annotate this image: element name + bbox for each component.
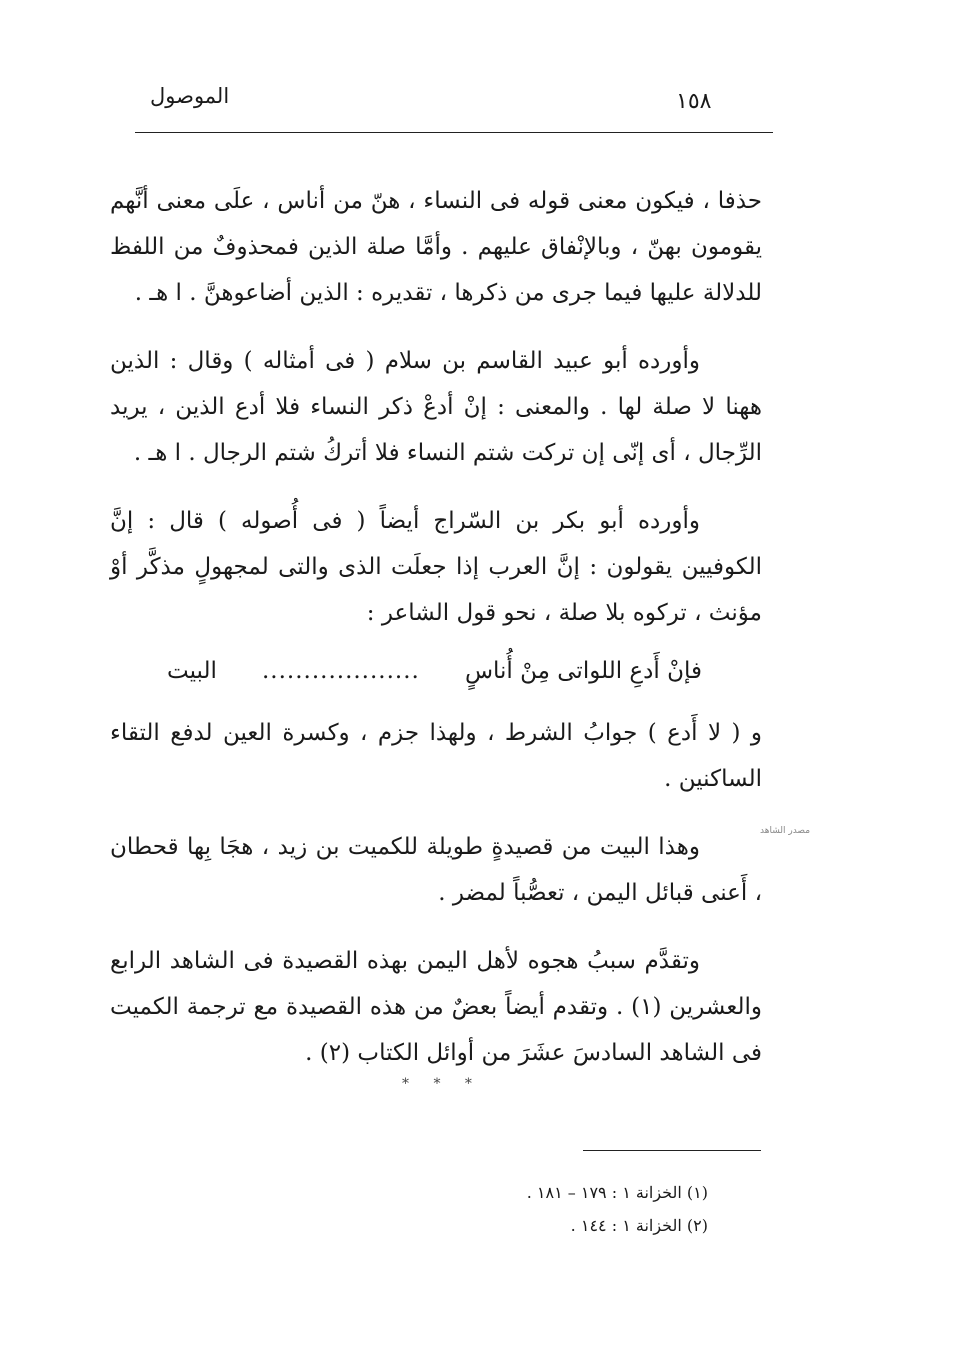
footnotes [420,1176,708,1242]
running-header-title: الموصول [150,84,230,108]
paragraph-1: حذفا ، فيكون معنى قوله فى النساء ، هنّ من أناس ، علَى معنى أنَّهم يقومون بهنّ ، وبالإنْفاق عليهم . وأمَّا صلة الذين فمحذوفٌ من اللفظ للدلالة عليها فيما جرى من ذكرها ، تقديره : الذين أضاعوهنَّ . ا هـ . [110,188,762,306]
paragraph-3: وأورده أبو بكر بن السّراج أيضاً ( فى أُصوله ) قال : إنَّ الكوفيين يقولون : إنَّ العرب إذا جعلَت الذى والتى لمجهولٍ مذكَّر أوْ مؤنث ، تركوه بلا صلة ، نحو قول الشاعر : [110,508,762,626]
verse-hemistich: فإنْ أَدعِ اللواتى مِنْ أُناسٍ [464,658,702,684]
verse-quote [167,648,702,694]
footnote-1: (١) الخزانة ١ : ١٧٩ – ١٨١ . [526,1183,708,1202]
main-text [110,178,762,1098]
verse-ellipsis: ................... [261,658,420,684]
margin-note: مصدر الشاهد [760,826,811,836]
footnote-2: (٢) الخزانة ١ : ١٤٤ . [570,1216,708,1235]
paragraph-4: و ( لا أَدع ) جوابُ الشرط ، ولهذا جزم ، وكسرة العين لدفع التقاء الساكنين . [110,720,762,792]
paragraph-5: وهذا البيت من قصيدةٍ طويلة للكميت بن زيد ، هجَا بِها قحطان ، أَعنى قبائل اليمن ، تعصُّباً لمضر . [110,834,762,906]
footnote-rule [583,1150,761,1151]
page-number: ١٥٨ [676,89,712,114]
paragraph-6: وتقدَّم سببُ هجوه لأهل اليمن بهذه القصيدة فى الشاهد الرابع والعشرين (١) . وتقدم أيضاً بعضٌ من هذه القصيدة مع ترجمة الكميت فى الشاهد السادسَ عشَرَ من أوائل الكتاب (٢) . [110,948,763,1066]
paragraph-2: وأورده أبو عبيد القاسم بن سلام ( فى أمثاله ) وقال : الذين ههنا لا صلة لها . والمعنى : إنْ أدعْ ذكر النساء فلا أدع الذين ، يريد الرِّجال ، أى إنّى إن تركت شتم النساء فلا أتركُ شتم الرجال . ا هـ . [110,348,762,466]
verse-tail: البيت [167,658,217,684]
section-separator: * * * [402,1076,482,1092]
header-rule [135,132,773,133]
